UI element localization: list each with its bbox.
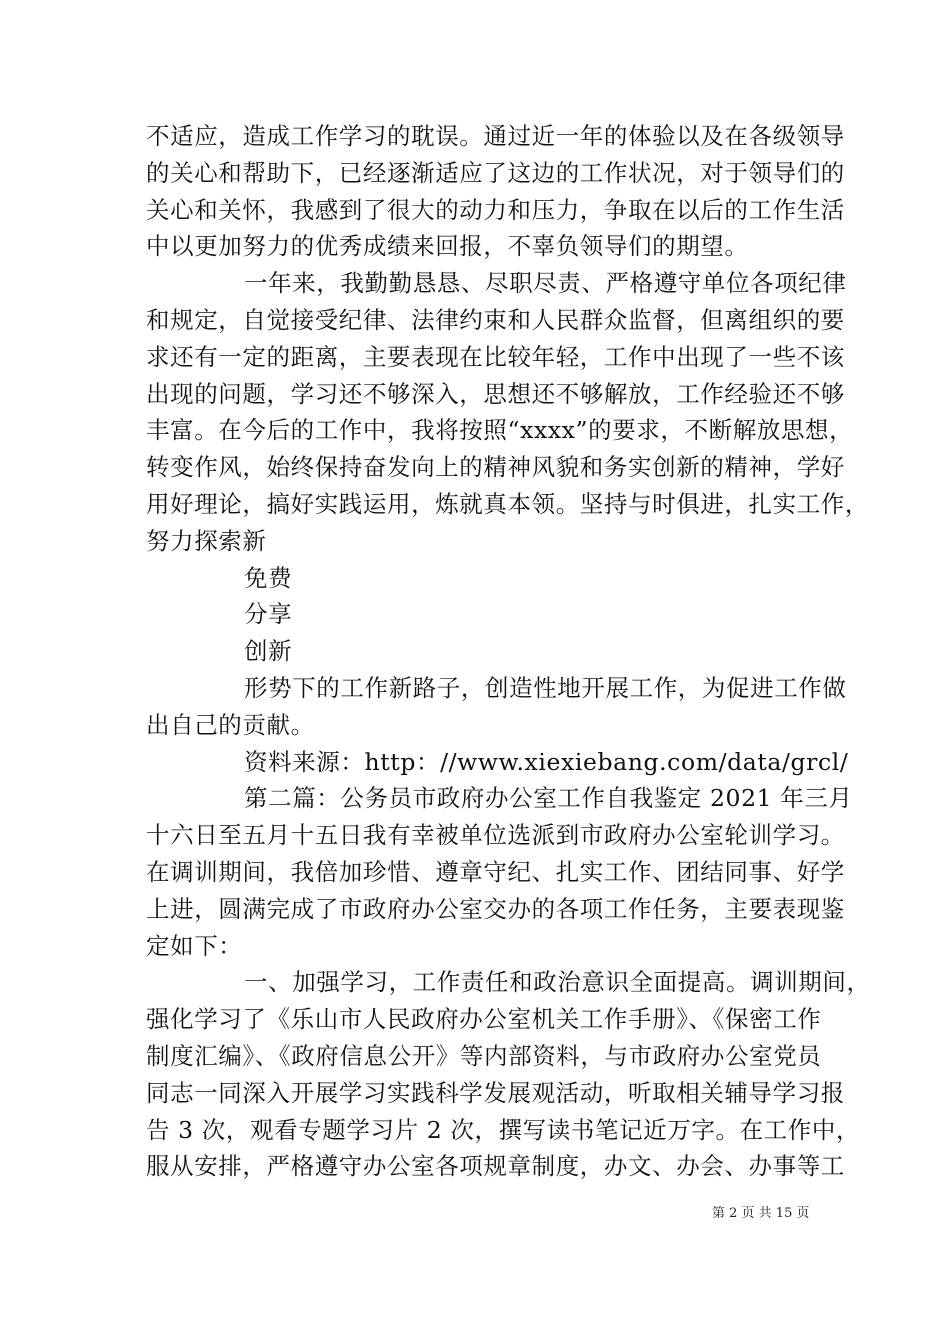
text-line: 第二篇：公务员市政府办公室工作自我鉴定 2021 年三月: [244, 784, 853, 813]
text-line: 丰富。在今后的工作中，我将按照“xxxx”的要求，不断解放思想，: [146, 416, 854, 445]
text-line: 一、加强学习，工作责任和政治意识全面提高。调训期间，: [244, 968, 871, 997]
text-line: 出自己的贡献。: [146, 710, 315, 739]
text-line: 关心和关怀，我感到了很大的动力和压力，争取在以后的工作生活: [146, 195, 845, 224]
text-line: 在调训期间，我倍加珍惜、遵章守纪、扎实工作、团结同事、好学: [146, 857, 845, 886]
text-line: 形势下的工作新路子，创造性地开展工作，为促进工作做: [244, 673, 847, 702]
text-line: 定如下：: [146, 931, 243, 960]
text-line: 的关心和帮助下，已经逐渐适应了这边的工作状况，对于领导们的: [146, 158, 845, 187]
document-body: [146, 118, 871, 1185]
text-line: 告 3 次，观看专题学习片 2 次，撰写读书笔记近万字。在工作中，: [146, 1115, 861, 1144]
text-line: 创新: [244, 637, 293, 666]
text-line: 不适应，造成工作学习的耽误。通过近一年的体验以及在各级领导: [146, 122, 845, 150]
text-line: 上进，圆满完成了市政府办公室交办的各项工作任务，主要表现鉴: [146, 894, 845, 923]
text-line: 服从安排，严格遵守办公室各项规章制度，办文、办会、办事等工: [146, 1152, 845, 1181]
text-line: 转变作风，始终保持奋发向上的精神风貌和务实创新的精神，学好: [146, 453, 845, 482]
page-number: 第 2 页 共 15 页: [712, 1206, 810, 1221]
text-line: 努力探索新: [146, 526, 267, 555]
text-line: 用好理论，搞好实践运用，炼就真本领。坚持与时俱进，扎实工作，: [146, 489, 869, 518]
text-line: 出现的问题，学习还不够深入，思想还不够解放，工作经验还不够: [146, 379, 845, 408]
text-line: 求还有一定的距离，主要表现在比较年轻，工作中出现了一些不该: [146, 342, 845, 371]
text-line: 强化学习了《乐山市人民政府办公室机关工作手册》、《保密工作: [146, 1005, 822, 1034]
text-line: 十六日至五月十五日我有幸被单位选派到市政府办公室轮训学习。: [146, 821, 845, 850]
text-line: 中以更加努力的优秀成绩来回报，不辜负领导们的期望。: [146, 232, 749, 261]
text-line: 制度汇编》、《政府信息公开》等内部资料，与市政府办公室党员: [146, 1041, 822, 1070]
text-line: 分享: [244, 600, 293, 629]
text-line: 免费: [244, 563, 293, 592]
text-line: 一年来，我勤勤恳恳、尽职尽责、严格遵守单位各项纪律: [244, 269, 847, 298]
text-line: 同志一同深入开展学习实践科学发展观活动，听取相关辅导学习报: [146, 1078, 845, 1107]
text-line: 和规定，自觉接受纪律、法律约束和人民群众监督，但离组织的要: [146, 305, 845, 334]
text-line: 资料来源：http：//www.xiexiebang.com/data/grcl/: [244, 747, 849, 776]
